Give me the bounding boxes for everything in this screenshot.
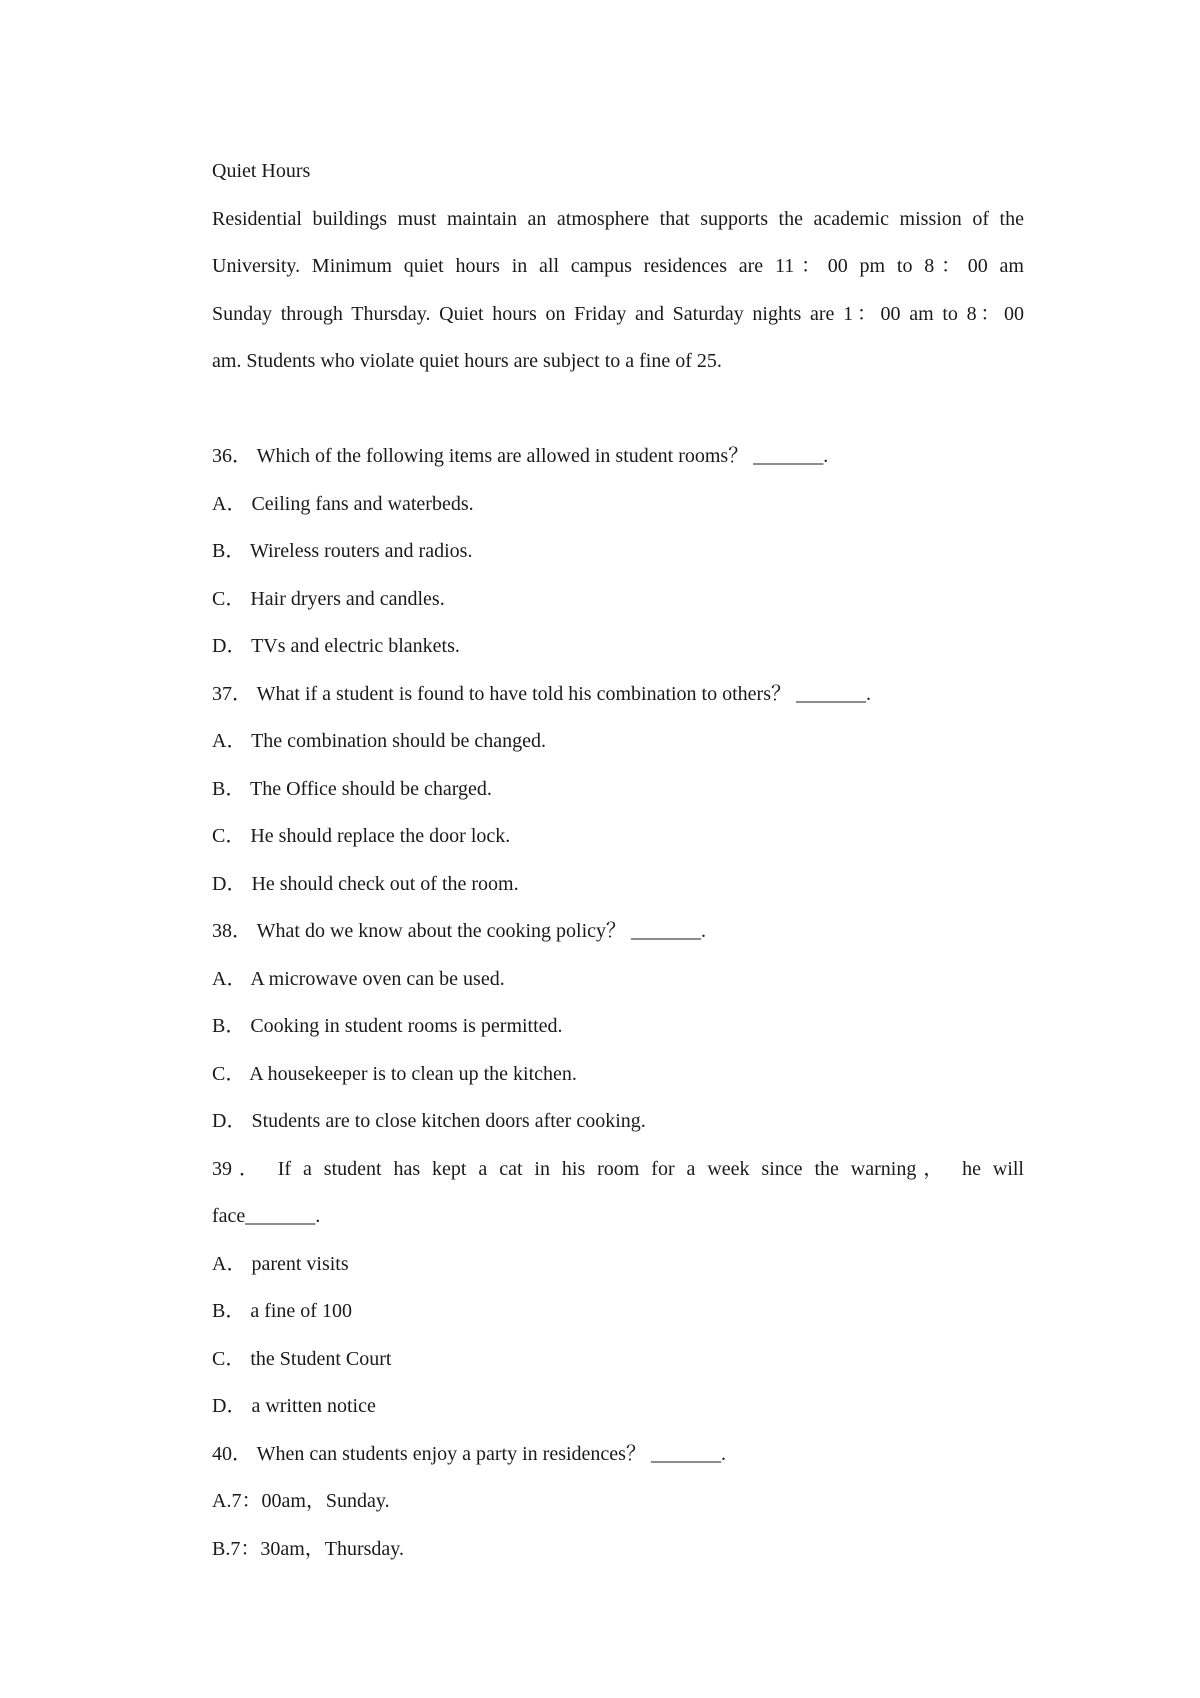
paragraph-line: Sunday through Thursday. Quiet hours on Friday and Saturday nights are 1：00 am to 8：00 xyxy=(212,302,1024,325)
question-stem-continued: face_______. xyxy=(212,1205,321,1227)
question-36 xyxy=(212,433,1024,671)
option-b: B． a fine of 100 xyxy=(212,1300,352,1322)
option-b: B． The Office should be charged. xyxy=(212,777,492,800)
question-38 xyxy=(212,908,1024,1146)
option-a: A． parent visits xyxy=(212,1252,349,1275)
option-a: A． A microwave oven can be used. xyxy=(212,967,505,990)
option-a: A． The combination should be changed. xyxy=(212,730,547,752)
option-b: B． Cooking in student rooms is permitted. xyxy=(212,1015,563,1037)
section-spacer xyxy=(212,386,1024,434)
question-stem: 36． Which of the following items are allowed in student rooms？ _______. xyxy=(212,445,829,467)
question-40 xyxy=(212,1431,1024,1574)
paragraph-line: University. Minimum quiet hours in all campus residences are 11：00 pm to 8：00 am xyxy=(212,255,1024,277)
option-b: B． Wireless routers and radios. xyxy=(212,540,473,562)
document-page xyxy=(212,148,1024,1573)
paragraph-line: Residential buildings must maintain an atmosphere that supports the academic mission of the xyxy=(212,207,1024,230)
question-37 xyxy=(212,671,1024,909)
question-39 xyxy=(212,1146,1024,1431)
section-title: Quiet Hours xyxy=(212,160,311,182)
option-d: D． Students are to close kitchen doors after cooking. xyxy=(212,1110,646,1132)
option-c: C． He should replace the door lock. xyxy=(212,825,511,847)
question-stem: 40． When can students enjoy a party in residences？ _______. xyxy=(212,1442,726,1465)
quiet-hours-paragraph xyxy=(212,196,1024,386)
question-stem: 38． What do we know about the cooking policy？ _______. xyxy=(212,920,707,942)
option-c: C． A housekeeper is to clean up the kitchen. xyxy=(212,1062,577,1085)
paragraph-line: am. Students who violate quiet hours are subject to a fine of 25. xyxy=(212,350,722,372)
option-b: B.7：30am，Thursday. xyxy=(212,1537,405,1560)
option-d: D． He should check out of the room. xyxy=(212,872,519,895)
option-d: D． TVs and electric blankets. xyxy=(212,635,460,657)
option-d: D． a written notice xyxy=(212,1395,376,1417)
option-c: C． Hair dryers and candles. xyxy=(212,587,445,610)
option-a: A． Ceiling fans and waterbeds. xyxy=(212,492,474,515)
question-stem: 37． What if a student is found to have told his combination to others？ _______. xyxy=(212,682,871,705)
question-stem: 39． If a student has kept a cat in his room for a week since the warning， he will xyxy=(212,1157,1024,1180)
option-c: C． the Student Court xyxy=(212,1347,392,1370)
option-a: A.7：00am，Sunday. xyxy=(212,1490,390,1512)
